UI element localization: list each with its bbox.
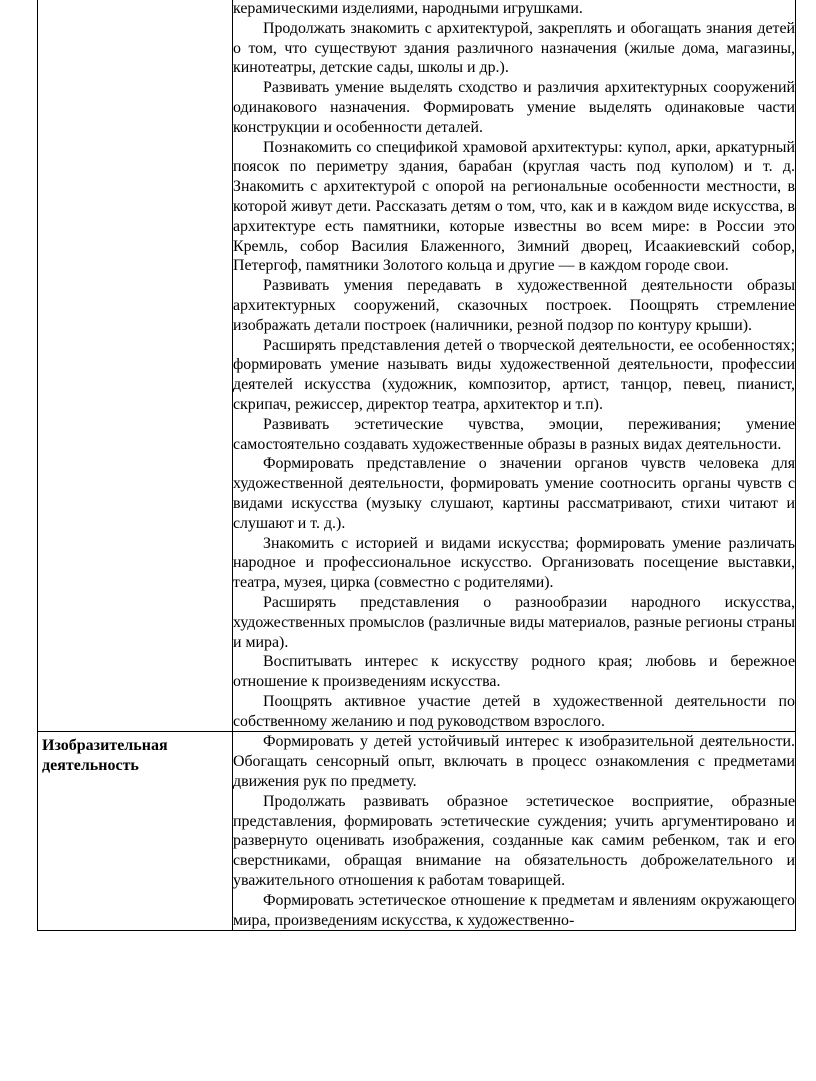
paragraph: Развивать умения передавать в художественной деятельности образы архитектурных сооружений, сказочных построек. Поощрять стремление изображать детали построек (наличники, резной подзор по контуру крыши).: [233, 277, 795, 334]
paragraph: Формировать эстетическое отношение к предметам и явлениям окружающего мира, произведениям искусства, к художественно-: [233, 891, 795, 929]
table-row: [38, 0, 796, 732]
paragraph: Познакомить со спецификой храмовой архитектуры: купол, арки, аркатурный поясок по периметру здания, барабан (круглая часть под куполом) и т. д. Знакомить с архитектурой с опорой на региональные особенности местности, в которой живут дети. Рассказать детям о том, что, как и в каждом виде искусства, в архитектуре есть памятники, которые известны во всем мире: в России это Кремль, собор Василия Блаженного, Зимний дворец, Исаакиевский собор, Петергоф, памятники Золотого кольца и другие — в каждом городе свои.: [233, 138, 795, 275]
paragraph: Развивать эстетические чувства, эмоции, переживания; умение самостоятельно создавать художественные образы в разных видах деятельности.: [233, 415, 795, 453]
section-label-cell: [38, 732, 233, 931]
paragraph: Формировать у детей устойчивый интерес к изобразительной деятельности. Обогащать сенсорный опыт, включать в процесс ознакомления с предметами движения рук по предмету.: [233, 733, 795, 791]
program-table: [37, 0, 796, 931]
paragraph: Развивать умение выделять сходство и различия архитектурных сооружений одинакового назначения. Формировать умение выделять одинаковые части конструкции и особенности деталей.: [233, 79, 795, 136]
paragraph: Воспитывать интерес к искусству родного края; любовь и бережное отношение к произведениям искусства.: [233, 653, 795, 691]
paragraph: Расширять представления детей о творческой деятельности, ее особенностях; формировать умение называть виды художественной деятельности, профессии деятелей искусства (художник, композитор, артист, танцор, певец, пианист, скрипач, режиссер, директор театра, архитектор и т.п).: [233, 336, 795, 413]
paragraph: Формировать представление о значении органов чувств человека для художественной деятельности, формировать умение соотносить органы чувств с видами искусства (музыку слушают, картины рассматривают, стихи читают и слушают и т. д.).: [233, 455, 795, 532]
paragraph: Расширять представления о разнообразии народного искусства, художественных промыслов (различные виды материалов, разные регионы страны и мира).: [233, 593, 795, 651]
section-label-cell: [38, 0, 233, 732]
paragraph: Поощрять активное участие детей в художественной деятельности по собственному желанию и под руководством взрослого.: [233, 692, 795, 730]
table-row: [38, 732, 796, 931]
section-label: [38, 0, 232, 3]
paragraph: Знакомить с историей и видами искусства; формировать умение различать народное и профессиональное искусство. Организовать посещение выставки, театра, музея, цирка (совместно с родителями).: [233, 534, 795, 592]
paragraph: Продолжать знакомить с архитектурой, закреплять и обогащать знания детей о том, что существуют здания различного назначения (жилые дома, магазины, кинотеатры, детские сады, школы и др.).: [233, 19, 795, 77]
paragraph: керамическими изделиями, народными игрушками.: [233, 0, 583, 17]
paragraph: Продолжать развивать образное эстетическое восприятие, образные представления, формировать эстетические суждения; учить аргументировано и развернуто оценивать изображения, созданные как самим ребенком, так и его сверстниками, обращая внимание на обязательность доброжелательного и уважительного отношения к работам товарищей.: [233, 792, 795, 890]
section-content-cell: [233, 732, 796, 931]
section-content-cell: [233, 0, 796, 732]
section-label: Изобразительная деятельность: [42, 737, 168, 775]
